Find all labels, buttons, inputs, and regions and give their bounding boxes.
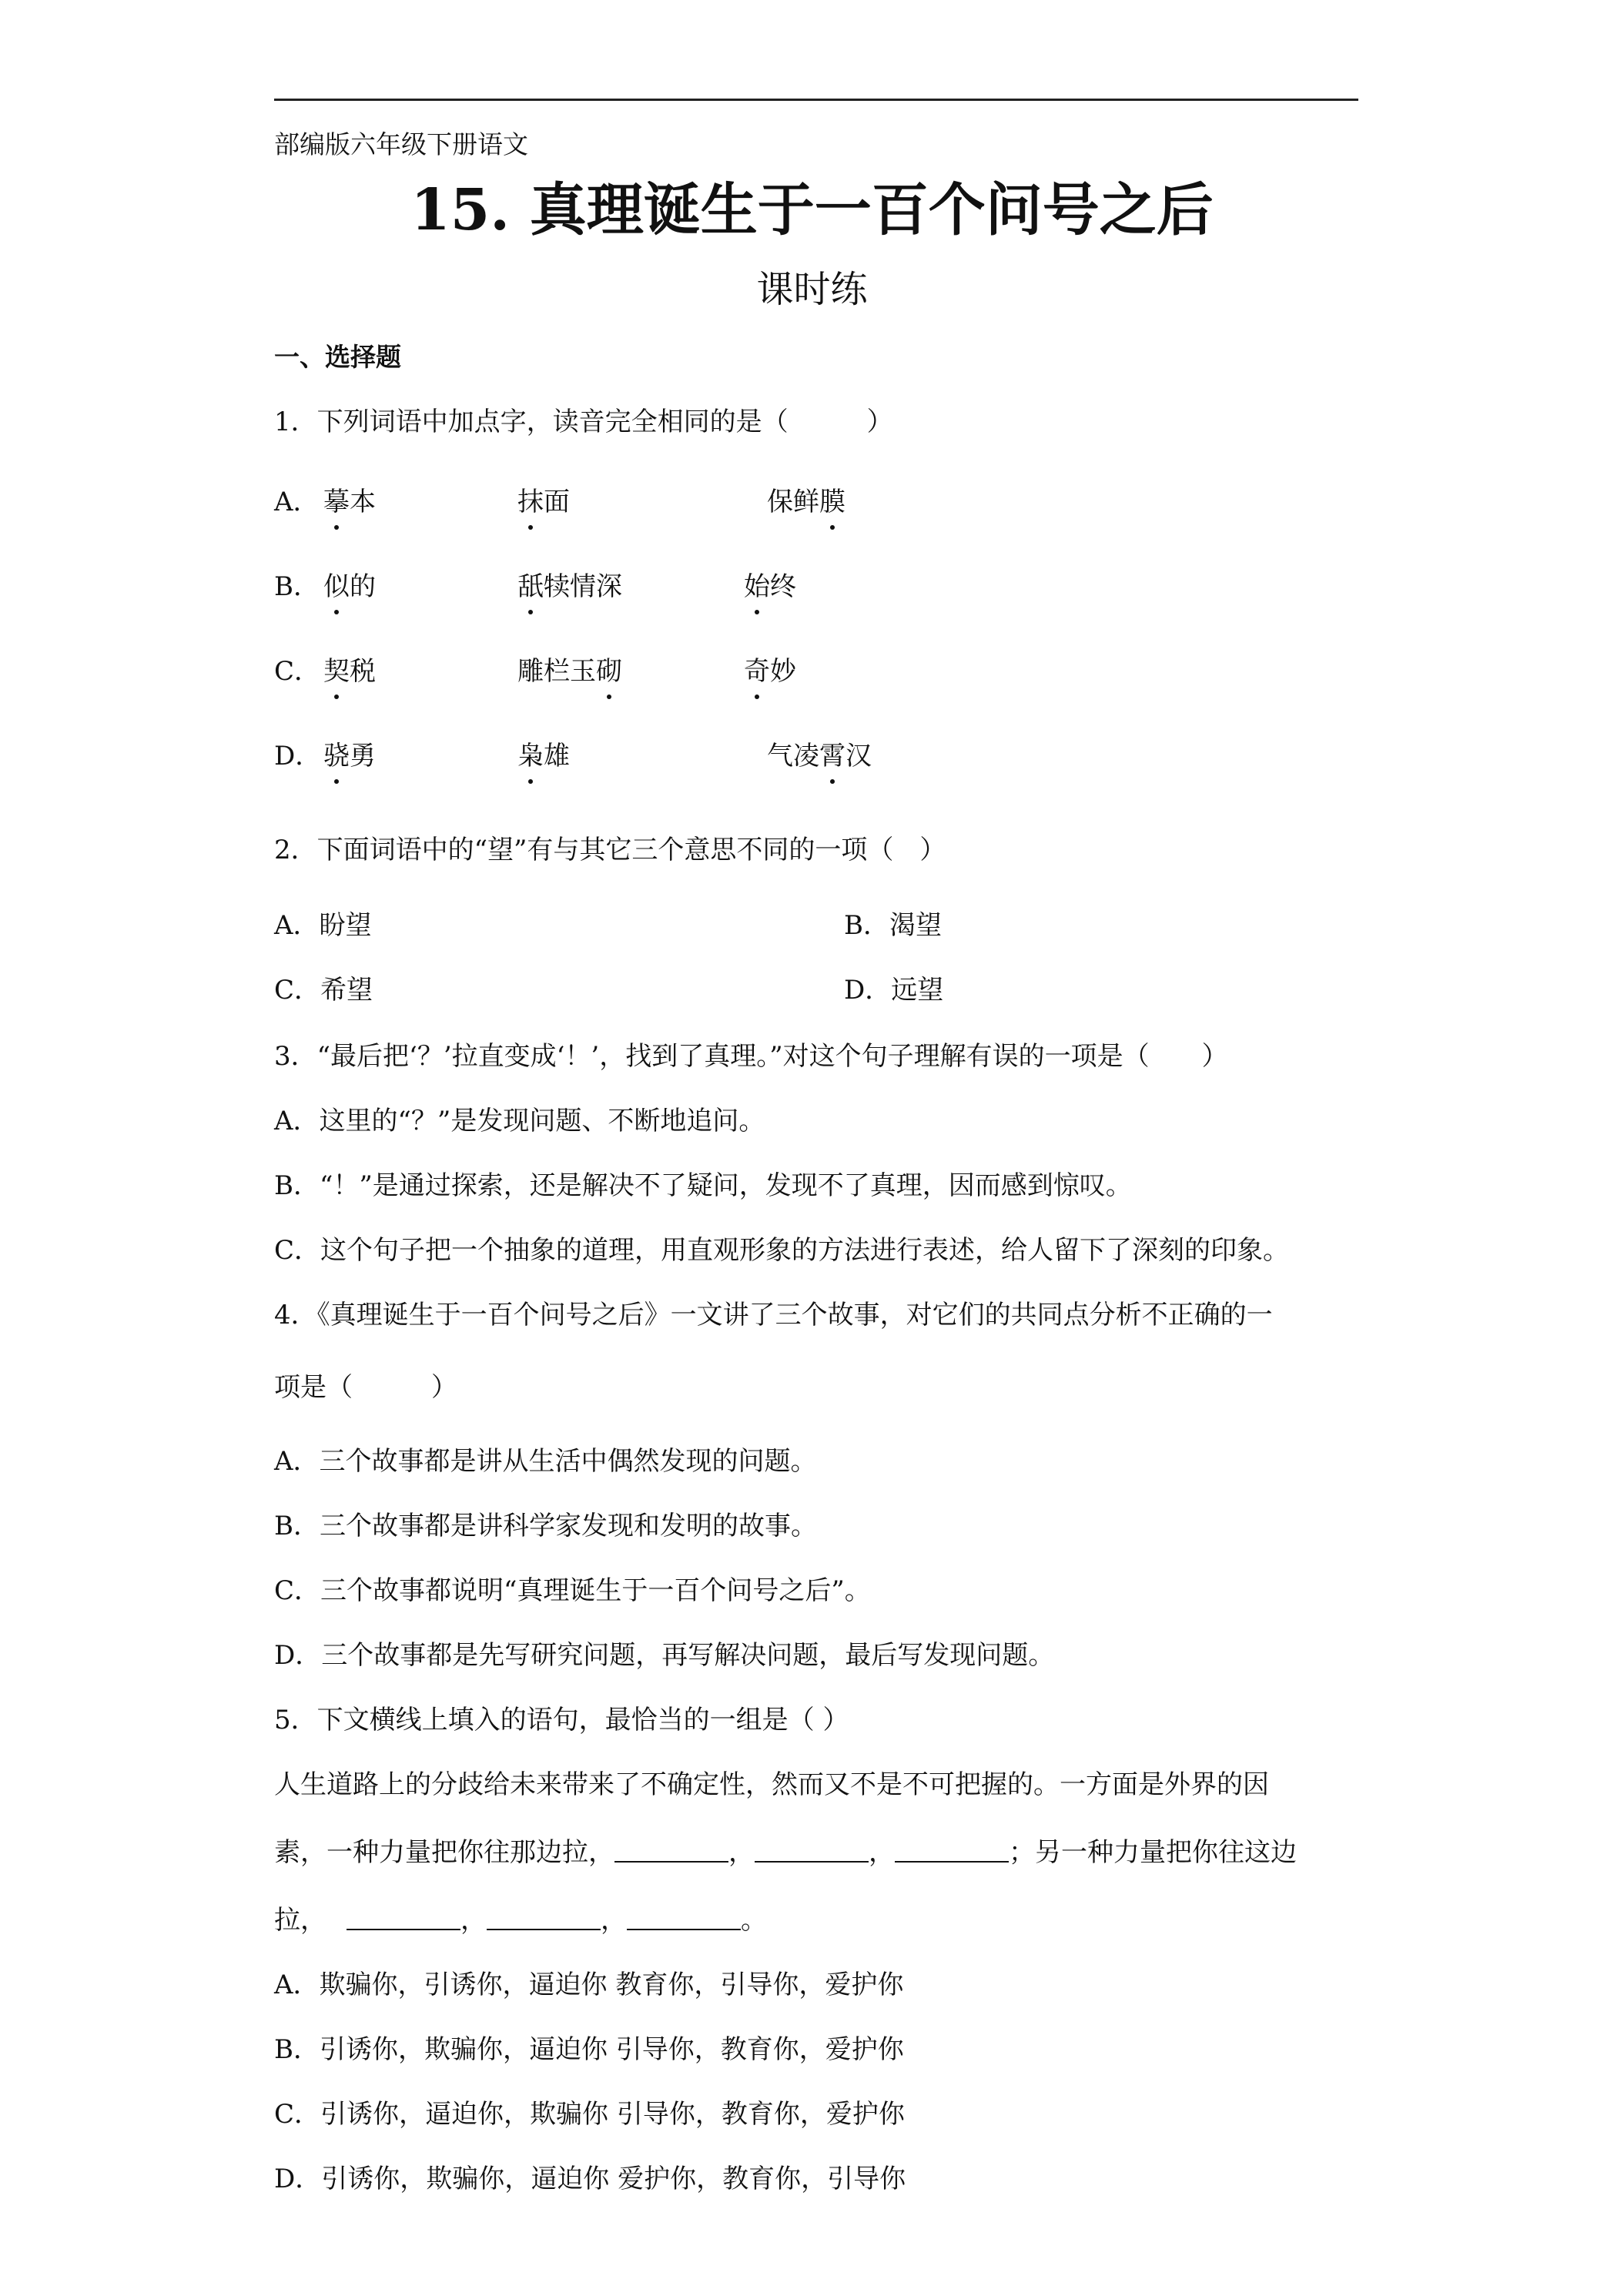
dotted-char: 抹: [517, 487, 544, 517]
fill-blank: [347, 1906, 460, 1930]
q5-option-d: D．引诱你，欺骗你，逼迫你 爱护你，教育你，引导你: [274, 2164, 906, 2194]
dotted-char: 膜: [819, 487, 845, 517]
q5-option-b: B．引诱你，欺骗你，逼迫你 引导你，教育你，爱护你: [274, 2034, 904, 2065]
q1-option-b-word-2: 舐犊情深: [517, 571, 622, 602]
q2-option-c: C．希望: [274, 975, 373, 1006]
q1-option-d-word-1: 骁勇: [323, 741, 376, 771]
textbook-label: 部编版六年级下册语文: [274, 129, 528, 159]
question-3-stem: 3．“最后把‘？’拉直变成‘！’，找到了真理。”对这个句子理解有误的一项是（ ）: [274, 1041, 1228, 1072]
dotted-char: 舐: [517, 571, 544, 602]
dotted-char: 契: [323, 656, 350, 687]
q5-passage-line-3: 拉， ， ， 。: [274, 1905, 767, 1936]
q1-option-d-word-2: 枭雄: [517, 741, 570, 771]
dotted-char: 摹: [323, 487, 350, 517]
fill-blank: [614, 1838, 728, 1863]
q1-option-a-word-3: 保鲜膜: [767, 487, 845, 517]
q1-option-c-letter: C．: [274, 656, 321, 687]
question-4-stem-line-2: 项是（ ）: [274, 1372, 457, 1403]
dotted-char: 砌: [596, 656, 622, 687]
fill-blank: [627, 1906, 741, 1930]
q1-option-b-word-3: 始终: [744, 571, 796, 602]
q5-passage-line-1: 人生道路上的分歧给未来带来了不确定性，然而又不是不可把握的。一方面是外界的因: [274, 1769, 1269, 1800]
q3-option-b: B．“！”是通过探索，还是解决不了疑问，发现不了真理，因而感到惊叹。: [274, 1170, 1132, 1201]
q1-option-a-letter: A．: [274, 487, 320, 517]
fill-blank: [755, 1838, 869, 1863]
question-1-stem: 1．下列词语中加点字，读音完全相同的是（ ）: [274, 407, 893, 437]
q1-option-b-word-1: 似的: [323, 571, 376, 602]
dotted-char: 似: [323, 571, 350, 602]
q1-option-a-word-2: 抹面: [517, 487, 570, 517]
dotted-char: 骁: [323, 741, 350, 771]
question-4-stem-line-1: 4．《真理诞生于一百个问号之后》一文讲了三个故事，对它们的共同点分析不正确的一: [274, 1300, 1273, 1330]
dotted-char: 霄: [819, 741, 845, 771]
q2-option-d: D．远望: [844, 975, 944, 1006]
q1-option-b-letter: B．: [274, 571, 320, 602]
q5-passage-line-2: 素，一种力量把你往那边拉， ， ， ；另一种力量把你往这边: [274, 1837, 1297, 1868]
header-rule: [274, 99, 1358, 101]
fill-blank: [487, 1906, 601, 1930]
q5-option-c: C．引诱你，逼迫你，欺骗你 引导你，教育你，爱护你: [274, 2099, 905, 2130]
q3-option-a: A．这里的“？”是发现问题、不断地追问。: [274, 1106, 765, 1136]
q1-option-d-letter: D．: [274, 741, 322, 771]
q4-option-c: C．三个故事都说明“真理诞生于一百个问号之后”。: [274, 1575, 871, 1606]
q5-option-a: A．欺骗你，引诱你，逼迫你 教育你，引导你，爱护你: [274, 1970, 904, 2000]
q4-option-d: D．三个故事都是先写研究问题，再写解决问题，最后写发现问题。: [274, 1640, 1055, 1671]
q1-option-c-word-3: 奇妙: [744, 656, 796, 687]
q4-option-a: A．三个故事都是讲从生活中偶然发现的问题。: [274, 1446, 817, 1477]
dotted-char: 始: [744, 571, 770, 602]
q1-option-c-word-1: 契税: [323, 656, 376, 687]
q2-option-a: A．盼望: [274, 910, 372, 941]
question-5-stem: 5．下文横线上填入的语句，最恰当的一组是（ ）: [274, 1705, 849, 1735]
fill-blank: [895, 1838, 1009, 1863]
section-heading: 一、选择题: [274, 342, 401, 372]
q2-option-b: B．渴望: [844, 910, 942, 941]
q1-option-c-word-2: 雕栏玉砌: [517, 656, 622, 687]
q4-option-b: B．三个故事都是讲科学家发现和发明的故事。: [274, 1511, 817, 1541]
q3-option-c: C．这个句子把一个抽象的道理，用直观形象的方法进行表述，给人留下了深刻的印象。: [274, 1235, 1290, 1266]
question-2-stem: 2．下面词语中的“望”有与其它三个意思不同的一项（ ）: [274, 835, 946, 865]
q1-option-a-word-1: 摹本: [323, 487, 376, 517]
page-title: 15. 真理诞生于一百个问号之后: [410, 177, 1214, 243]
page-subtitle: 课时练: [756, 268, 868, 311]
dotted-char: 奇: [744, 656, 770, 687]
dotted-char: 枭: [517, 741, 544, 771]
q1-option-d-word-3: 气凌霄汉: [767, 741, 872, 771]
